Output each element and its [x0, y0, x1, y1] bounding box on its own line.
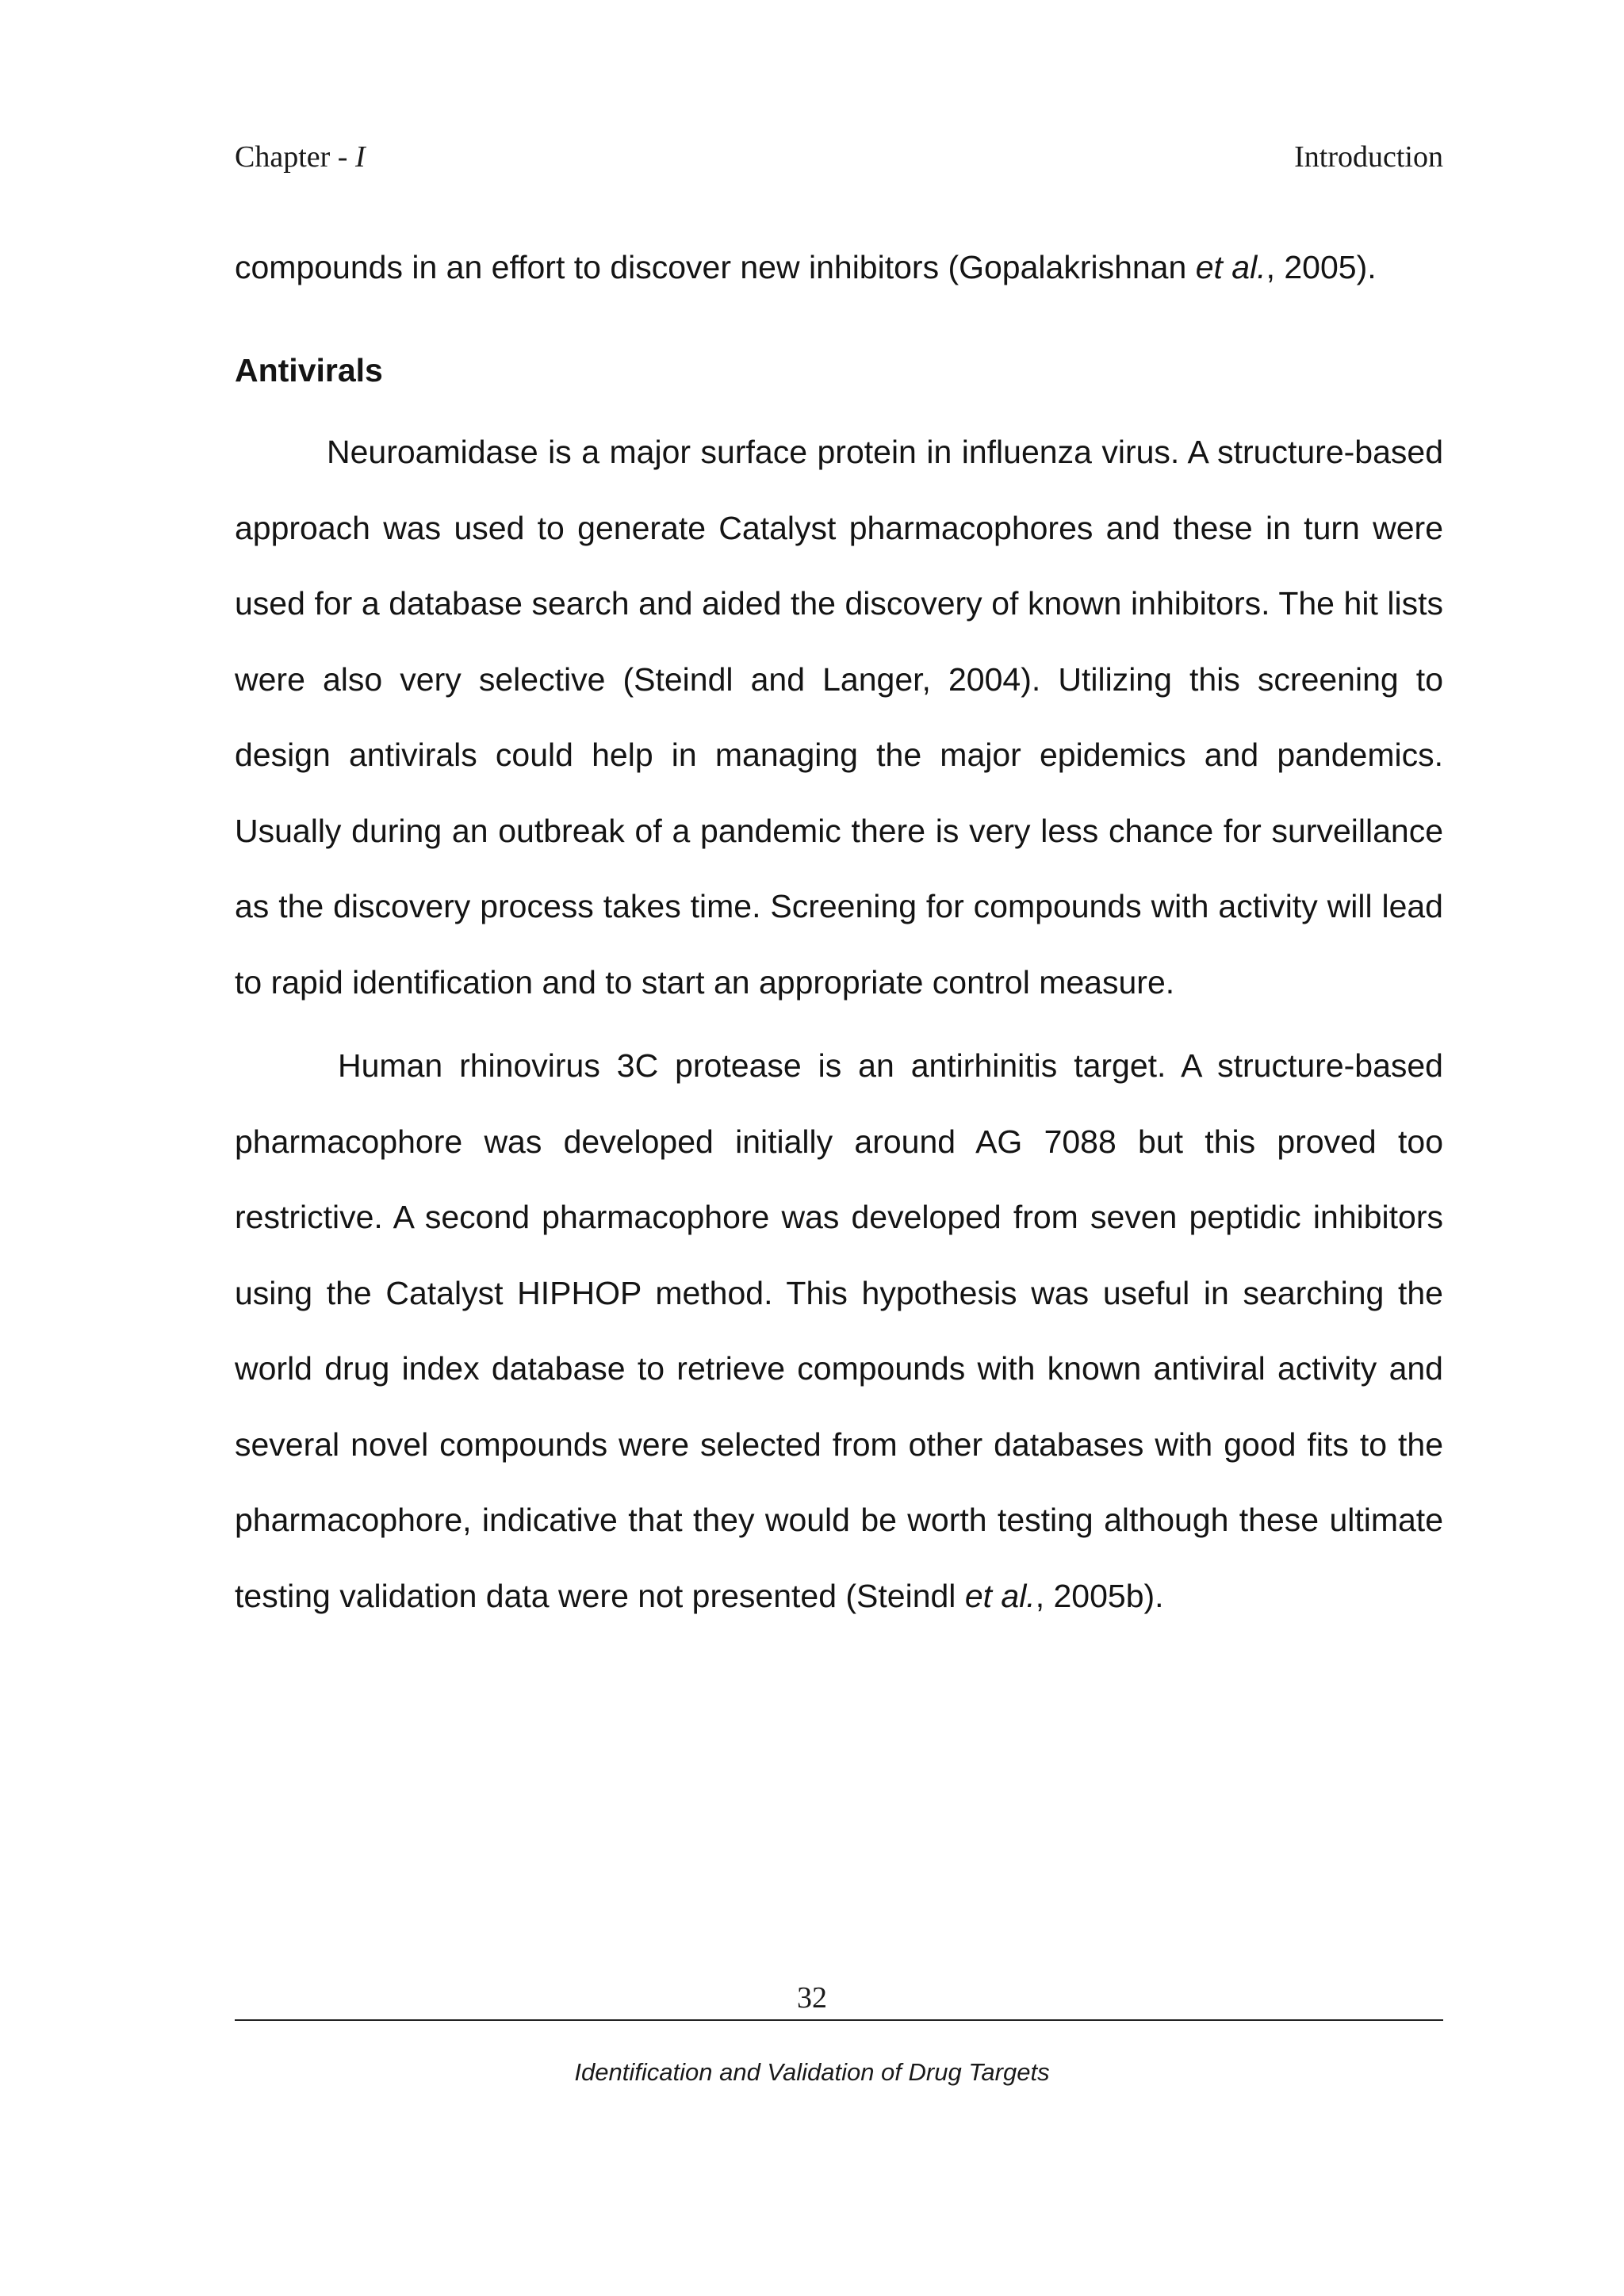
paragraph-rhinovirus [235, 1028, 1443, 1634]
paragraph-text: compounds in an effort to discover new inhibitors (Gopalakrishnan [235, 249, 1196, 285]
paragraph-text-end: , 2005). [1266, 249, 1377, 285]
paragraph-text-end: , 2005b). [1035, 1577, 1164, 1614]
section-title: Introduction [1294, 140, 1443, 174]
chapter-label [235, 140, 366, 174]
section-heading: Antivirals [235, 351, 383, 388]
paragraph-neuroamidase: Neuroamidase is a major surface protein in influenza virus. A structure-based approach was used to generate Catalyst pharmacophores and these in turn were used for a database search and aided the discovery of known inhibitors. The hit lists were also very selective (Steindl and Langer, 2004). Utilizing this screening to design antivirals could help in managing the major epidemics and pandemics. Usually during an outbreak of a pandemic there is very less chance for surveillance as the discovery process takes time. Screening for compounds with activity will lead to rapid identification and to start an appropriate control measure. [235, 434, 1443, 1001]
page-number: 32 [797, 1981, 827, 2015]
citation-et-al: et al. [1195, 249, 1266, 285]
book-title-footer: Identification and Validation of Drug Targets [574, 2058, 1050, 2086]
chapter-label-text: Chapter - [235, 140, 355, 174]
running-header [235, 140, 1443, 187]
footer-rule [235, 2019, 1443, 2021]
paragraph-text: Human rhinovirus 3C protease is an antirhinitis target. A structure-based pharmacophore was developed initially around AG 7088 but this proved too restrictive. A second pharmacophore was developed from seven peptidic inhibitors using the Catalyst HIPHOP method. This hypothesis was useful in searching the world drug index database to retrieve compounds with known antiviral activity and several novel compounds were selected from other databases with good fits to the pharmacophore, indicative that they would be worth testing although these ultimate testing validation data were not presented (Steindl [235, 1047, 1443, 1614]
body-text [235, 230, 1443, 1634]
chapter-number: I [354, 140, 366, 174]
citation-et-al: et al. [964, 1577, 1036, 1614]
paragraph-continued [235, 230, 1443, 306]
